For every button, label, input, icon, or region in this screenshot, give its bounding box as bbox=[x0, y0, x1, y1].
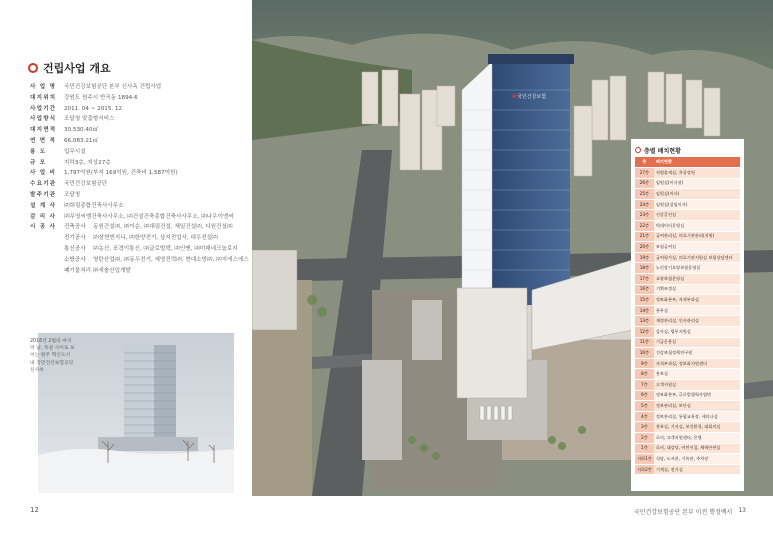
table-row: 지하2층 기계실, 전기실 bbox=[635, 464, 740, 475]
circle-bullet-icon bbox=[28, 63, 38, 73]
table-row: 26층 임원실(이사장) bbox=[635, 178, 740, 189]
table-row: 7층 고객지원실 bbox=[635, 379, 740, 390]
contractor-row: 건축공사 동원건설㈜, ㈜이순, ㈜대림건설, 체일건설㈜, 디원건설㈜ bbox=[64, 224, 233, 231]
overview-row: 사업기간 2011. 04 ~ 2015. 12 bbox=[30, 105, 123, 112]
table-row: 1층 로비, 대강당, 어린이집, 체력단련실 bbox=[635, 443, 740, 454]
floor-layout-panel bbox=[631, 139, 744, 491]
floor-table bbox=[635, 157, 740, 475]
table-row: 19층 급여평가실, 의료기관지원실 보험상담센터 bbox=[635, 252, 740, 263]
table-row: 25층 임원실(이사) bbox=[635, 189, 740, 200]
table-row: 9층 자격부과실, 정보화지원센터 bbox=[635, 358, 740, 369]
section-title bbox=[28, 60, 111, 76]
table-row: 17층 요양보험운영실 bbox=[635, 274, 740, 285]
table-row: 11층 기금운용실 bbox=[635, 337, 740, 348]
table-row: 10층 건강보험정책연구원 bbox=[635, 348, 740, 359]
overview-row: 사 업 명 국민건강보험공단 본부 신사옥 건립사업 bbox=[30, 84, 162, 90]
table-row: 2층 로비, 고객지원센터, 은행 bbox=[635, 432, 740, 443]
floor-layout-title: 층별 배치현황 bbox=[635, 143, 740, 157]
photo-caption: 2016년 2월의 마지막 날, 폭설 사이로 보이는 원주 혁신도시 내 국민건강보험공단 신사옥 bbox=[30, 339, 75, 373]
table-row: 21층 급여관리실, 의료기관관리(지원) bbox=[635, 231, 740, 242]
overview-row: 시 공 사 건축공사 동원건설㈜, ㈜이순, ㈜대림건설, 체일건설㈜, 디원건설㈜ 전기공사 ㈜삼현엔지니, ㈜한양전기, 상지전업사, 대우전설㈜ 통신공사 ㈜농산, 포경이통신, ㈜글로벌텍, ㈜인맨, ㈜미래네크놀로지 소방공사 영탄산업㈜, ㈜동우전기, 세영전력㈜, 현대소방㈜, ㈜지에스에스 폐기물처리 ㈜새솔산업개발 bbox=[30, 222, 250, 276]
circle-bullet-icon bbox=[635, 147, 641, 153]
overview-row: 대지위치 강원도 원주시 반곡동 1894-6 bbox=[30, 94, 138, 101]
table-row: 24층 임원실(상임이사) bbox=[635, 199, 740, 210]
page-number-right: 13 bbox=[738, 507, 746, 514]
table-header-row: 층 배치현황 bbox=[635, 157, 740, 168]
table-row: 14층 총무실 bbox=[635, 305, 740, 316]
overview-row: 감 리 사 ㈜무영씨엠건축사사무소, ㈜건설건축종합건축사사무소, ㈜나우이엔씨 bbox=[30, 213, 234, 220]
overview-row: 규 모 지하3층, 지상27층 bbox=[30, 159, 111, 166]
logo-icon bbox=[512, 94, 516, 98]
tower-small bbox=[124, 345, 176, 445]
table-row: 3층 홍보실, 기자실, 보건환경, 대회의실 bbox=[635, 422, 740, 433]
table-row: 16층 기획조정실 bbox=[635, 284, 740, 295]
contractor-row: 폐기물처리 ㈜새솔산업개발 bbox=[64, 267, 131, 274]
table-row: 13층 재정관리실, 인사관리실 bbox=[635, 316, 740, 327]
contractor-row: 전기공사 ㈜삼현엔지니, ㈜한양전기, 상지전업사, 대우전설㈜ bbox=[64, 235, 218, 242]
table-row: 15층 정보화본부, 자격부과실 bbox=[635, 295, 740, 306]
overview-row: 수요기관 국민건강보험공단 bbox=[30, 181, 108, 188]
contractor-row: 소방공사 영탄산업㈜, ㈜동우전기, 세영전력㈜, 현대소방㈜, ㈜지에스에스 bbox=[64, 256, 249, 263]
table-row: 20층 보험급여실 bbox=[635, 242, 740, 253]
tower-sign: 국민건강보험 bbox=[517, 94, 546, 100]
overview-row: 연 면 적 66,083.21㎡ bbox=[30, 137, 99, 144]
table-row: 27층 직원휴게실, 옥상정원 bbox=[635, 168, 740, 179]
overview-row: 사업방식 조달청 맞춤형서비스 bbox=[30, 116, 115, 123]
overview-row: 사 업 비 1,797억원(부지 169억원, 건축비 1,587억원) bbox=[30, 170, 178, 177]
table-row: 6층 정보화본부, 글로벌협력사업단 bbox=[635, 390, 740, 401]
table-row: 12층 감사실, 법무지원실 bbox=[635, 327, 740, 338]
table-row: 18층 노인장기요양보험운영실 bbox=[635, 263, 740, 274]
footer bbox=[634, 507, 746, 516]
table-row: 23층 건강증진실 bbox=[635, 210, 740, 221]
overview-row: 설 계 사 ㈜희림종합건축사사무소 bbox=[30, 202, 124, 209]
left-page bbox=[0, 0, 252, 542]
table-row: 22층 빅데이터운영실 bbox=[635, 221, 740, 232]
main-tower bbox=[462, 54, 574, 305]
page-number-left: 12 bbox=[30, 506, 39, 514]
section-title-text: 건립사업 개요 bbox=[43, 62, 111, 75]
table-row: 5층 정보관리실, 보안실 bbox=[635, 401, 740, 412]
footer-text: 국민건강보험공단 본부 이전 행정백서 bbox=[633, 509, 733, 516]
table-row: 지하1층 식당, 도서관, 기록관, 주차장 bbox=[635, 454, 740, 465]
overview-row: 발주기관 조달청 bbox=[30, 191, 81, 198]
contractor-row: 통신공사 ㈜농산, 포경이통신, ㈜글로벌텍, ㈜인맨, ㈜미래네크놀로지 bbox=[64, 245, 238, 252]
overview-row: 용 도 업무시설 bbox=[30, 148, 86, 155]
overview-row: 대지면적 30,530.40㎡ bbox=[30, 127, 99, 134]
table-row: 4층 정보관리실, 통합교육장, 세미나실 bbox=[635, 411, 740, 422]
project-overview-list bbox=[30, 82, 250, 276]
table-row: 8층 홍보실 bbox=[635, 369, 740, 380]
podium bbox=[457, 288, 527, 398]
